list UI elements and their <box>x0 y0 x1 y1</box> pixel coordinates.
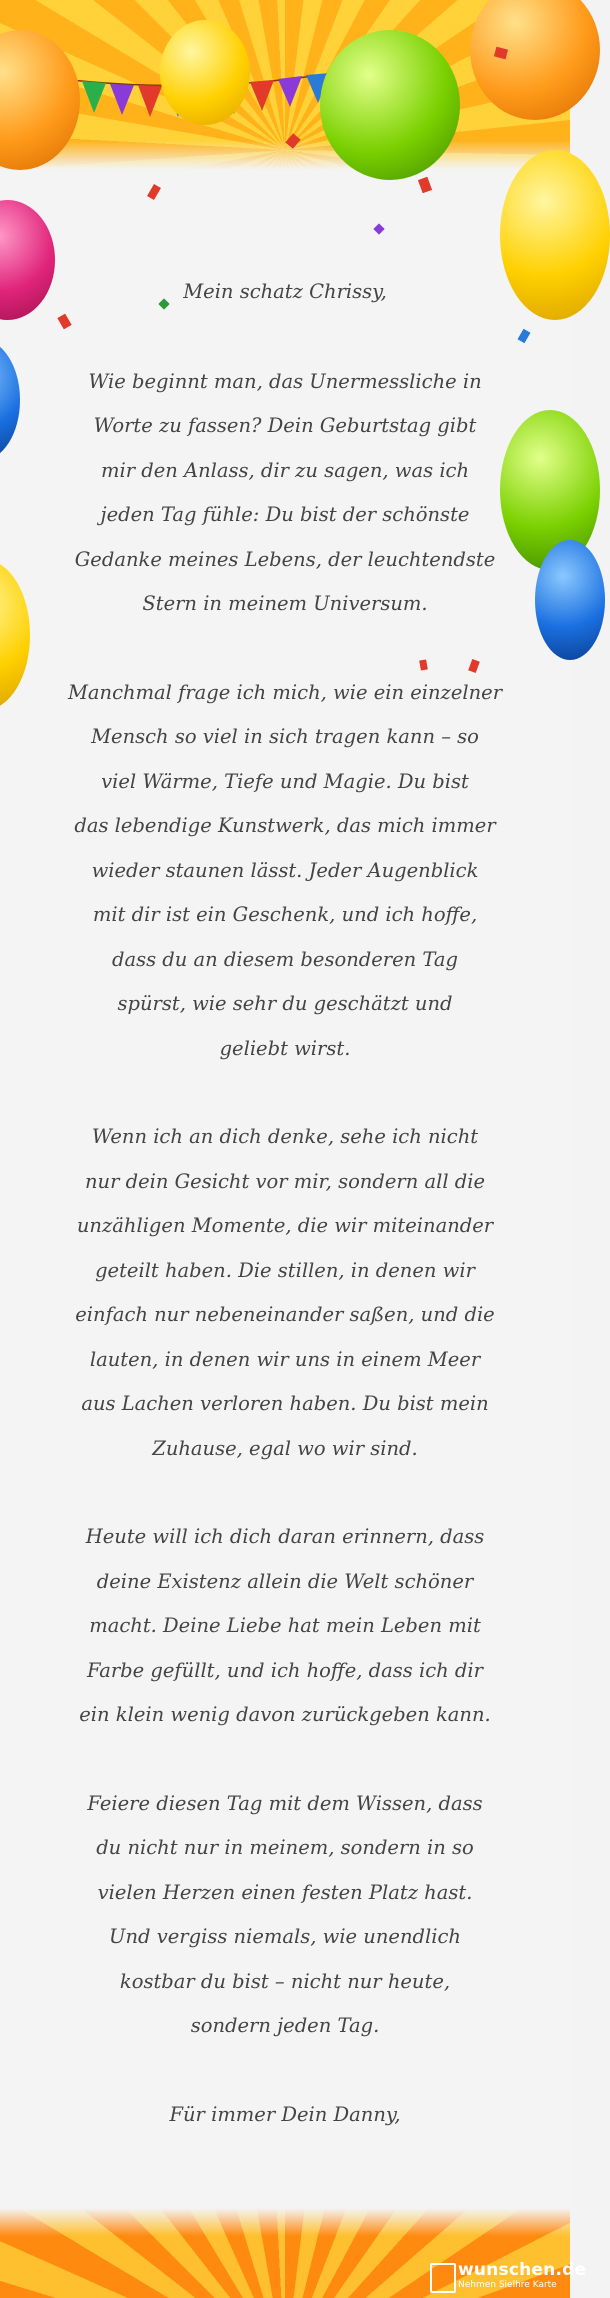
balloon-green-top <box>320 30 460 180</box>
letter-body <box>55 270 515 2181</box>
balloon-yellow-left <box>0 560 30 710</box>
card-icon <box>430 2263 456 2293</box>
confetti <box>373 223 384 234</box>
site-logo[interactable] <box>430 2260 587 2294</box>
balloon-pink-left <box>0 200 55 320</box>
balloon-yellow-top <box>160 20 250 125</box>
letter-greeting: Mein schatz Chrissy, <box>183 280 387 303</box>
balloon-blue-right <box>535 540 605 660</box>
letter-paragraph: Feiere diesen Tag mit dem Wissen, dass du nicht nur in meinem, sondern in so vielen Herzen einen festen Platz hast. Und vergiss niemals, wie unendlich kostbar du bist – nicht nur heute, sondern jeden Tag. <box>87 1791 483 2037</box>
letter-closing: Für immer Dein Danny, <box>169 2102 401 2126</box>
letter-paragraph: Heute will ich dich daran erinnern, dass deine Existenz allein die Welt schöner macht. Deine Liebe hat mein Leben mit Farbe gefüllt, und ich hoffe, dass ich dir ein klein wenig davon zurückgeben kann. <box>79 1525 491 1726</box>
letter-paragraph: Manchmal frage ich mich, wie ein einzelner Mensch so viel in sich tragen kann – so viel Wärme, Tiefe und Magie. Du bist das lebendige Kunstwerk, das mich immer wieder staunen lässt. Jeder Augenblick mit dir ist ein Geschenk, und ich hoffe, dass du an diesem besonderen Tag spürst, wie sehr du geschätzt und geliebt wirst. <box>67 680 503 1060</box>
confetti <box>418 177 432 194</box>
logo-tagline: Nehmen Sielhre Karte <box>458 2280 557 2290</box>
balloon-blue-left <box>0 340 20 460</box>
confetti <box>147 184 161 200</box>
logo-name: wunschen.de <box>458 2260 587 2280</box>
letter-paragraph: Wie beginnt man, das Unermessliche in Worte zu fassen? Dein Geburtstag gibt mir den Anlass, dir zu sagen, was ich jeden Tag fühle: Du bist der schönste Gedanke meines Lebens, der leuchtendste Stern in meinem Universum. <box>74 369 496 615</box>
letter-paragraph: Wenn ich an dich denke, sehe ich nicht nur dein Gesicht vor mir, sondern all die unzähligen Momente, die wir miteinander geteilt haben. Die stillen, in denen wir einfach nur nebeneinander saßen, und die lauten, in denen wir uns in einem Meer aus Lachen verloren haben. Du bist mein Zuhause, egal wo wir sind. <box>75 1125 495 1460</box>
balloon-yellow-right <box>500 150 610 320</box>
confetti <box>518 329 531 343</box>
